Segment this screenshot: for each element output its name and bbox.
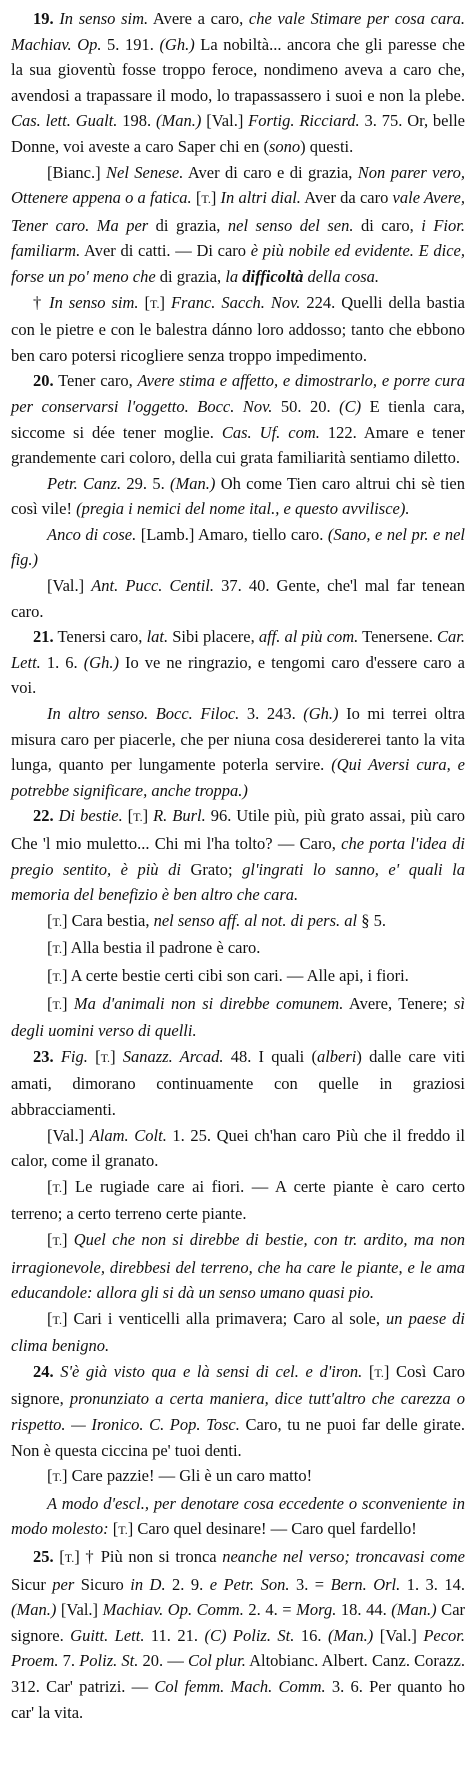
text-segment: § 5. [357,910,386,930]
text-segment: T. [52,942,62,957]
text-segment: ] Così Caro signore, [11,1361,465,1409]
text-segment: ] [159,292,171,312]
text-segment: T. [374,1365,384,1380]
text-segment: ] † Più non si tronca [74,1547,223,1567]
entry-paragraph [11,935,465,963]
text-segment: ] [61,1229,74,1249]
text-segment: Sicur [11,1574,53,1594]
text-segment: che vale Stimare per cosa cara. Machiav. Op. [11,9,465,54]
entry-paragraph [11,991,465,1044]
entry-paragraph [11,624,465,701]
text-segment: [ [53,1547,65,1567]
text-segment: ) dalle care viti amati, dimorano continuamente con quelle in graziosi abbracciamenti. [11,1046,466,1119]
text-segment: (Qui Aversi cura, e potrebbe significare, anche troppa.) [11,755,465,800]
text-segment: Grato; [180,859,243,879]
text-segment: Tenersene. [358,627,438,647]
text-segment: [ [138,292,151,312]
text-segment: 20. — [138,1651,189,1671]
text-segment: Sanazz. Arcad. [122,1046,224,1066]
text-segment: che porta l'idea di pregio sentito, è più di [11,834,465,879]
text-segment: 3. 243. [239,704,304,724]
text-segment: Petr. Canz. [47,473,122,493]
text-segment: Sicuro [74,1574,131,1594]
text-segment: Aver di catti. — Di caro [80,241,251,261]
text-segment: [ [47,1308,53,1328]
text-segment: A modo d'escl., per denotare cosa eccedente o sconveniente in modo molesto: [11,1493,465,1539]
text-segment: S'è già visto qua e là sensi di cel. e d'iron. [60,1361,363,1381]
text-segment: Cas. Uf. com. [221,422,320,442]
section-number: 19. [33,9,54,28]
text-segment: ] [142,806,154,826]
text-segment: R. Burl. [153,806,206,826]
text-segment: nel senso aff. al not. di pers. al [153,910,358,930]
text-segment: [Val.] [373,1625,424,1645]
text-segment: Avere, Tenere; [343,993,454,1013]
text-segment: ) questi. [300,136,354,156]
entry-paragraph [11,573,465,624]
text-segment: 3. 75. Or, belle Donne, voi aveste a caro Saper chi en ( [11,111,465,156]
section-number: 24. [33,1361,54,1381]
text-segment: Franc. Sacch. Nov. [170,292,301,312]
text-segment: e Petr. Son. [209,1574,290,1594]
text-segment: Quel che non si direbbe di bestie, con tr. ardito, ma non irragionevole, direbbesi del terreno, che ha care le piante, e le ama educandole: allora gli si dà un senso umano quasi pio. [11,1229,466,1303]
text-segment: difficoltà [242,266,304,286]
text-segment: 1. 25. Quei ch'han caro Più che il freddo il calor, come il granato. [11,1125,465,1171]
text-segment: (Man.) [327,1625,374,1645]
text-segment: [ [47,1466,53,1486]
text-segment: In altro senso. Bocc. Filoc. [47,704,240,724]
text-segment: E tienla cara, siccome si dée tener moglie. [11,396,466,442]
text-segment: 1. 6. [40,652,84,672]
text-segment: 2. 9. [165,1574,210,1594]
text-segment: Di bestie. [58,806,123,826]
text-segment: (Man.) [156,111,202,131]
text-segment: Machiav. Op. Comm. [102,1600,244,1620]
text-segment: [Val.] [56,1600,103,1620]
text-segment: T. [52,1180,62,1195]
text-segment: 3. 6. Per quanto ho car' la vita. [11,1677,465,1722]
text-segment: T. [52,997,62,1012]
text-segment: Col femm. Mach. Comm. [154,1677,326,1696]
text-segment: Fortig. Ricciard. [248,111,360,131]
text-segment: T. [201,192,211,207]
text-segment: (C) [339,396,362,416]
entry-paragraph [11,1123,465,1174]
text-segment: Avere stima e affetto, e dimostrarlo, e porre cura per conservarsi l'oggetto. Bocc. Nov. [11,371,465,416]
text-segment: nel senso del sen. [227,215,354,235]
text-segment: ] [61,993,74,1013]
text-segment: La nobiltà... ancora che gli paresse che la sua gioventù fosse troppo feroce, nondimeno aveva a caro che, avendosi a trapassare il modo, lo trapassassero i suoi e non la plebe. [11,34,466,105]
text-segment: Tenersi caro, [53,627,147,647]
text-segment: Ma d'animali non si direbbe comunem. [73,993,344,1013]
text-segment: † [33,292,50,312]
text-segment: T. [64,1551,75,1566]
text-segment: Car signore. [11,1600,466,1645]
text-segment: Sibi placere, [168,627,259,647]
entry-paragraph [11,1306,465,1359]
text-segment: ] Le rugiade care ai fiori. — A certe piante è caro certo terreno; a certo terreno certe piante. [11,1176,465,1224]
text-segment: Tener caro, [53,371,138,391]
text-segment: 48. I quali ( [223,1046,317,1066]
text-segment: per [52,1574,75,1594]
text-segment: la [225,266,239,286]
section-number: 20. [33,371,54,391]
text-segment: T. [52,1312,62,1327]
entry-paragraph [11,1044,465,1123]
text-segment: 224. Quelli della bastia con le pietre e con le balestra dánno loro addosso; tanto che ebbono ben caro potersi ricogliere senza troppo impedimento. [11,292,466,365]
text-segment: [ [191,188,202,208]
text-segment: In senso sim. [59,9,149,28]
text-segment: ] [210,188,221,208]
text-segment: [ [47,965,53,985]
text-segment: T. [100,1050,111,1065]
text-segment: Oh come Tien caro altrui chi sè tien così vile! [11,473,465,519]
entry-paragraph [11,701,465,803]
text-segment: Fig. [60,1046,88,1066]
text-segment: 11. 21. [144,1625,205,1645]
text-segment: [Val.] [47,576,92,596]
text-segment: Morg. [296,1600,337,1620]
text-segment: neanche nel verso; troncavasi come [222,1547,465,1567]
entry-paragraph [11,1491,465,1544]
text-segment: vale Avere, Tener caro. Ma per [11,188,466,235]
text-segment: pronunziato a certa maniera, dice tutt'altro che carezza o rispetto. — Ironico. C. Pop. Tosc. [11,1389,465,1435]
text-segment: aff. al più com. [258,627,359,647]
entry-paragraph [11,290,465,369]
text-segment: sì degli uomini verso di quelli. [11,993,466,1041]
section-number: 23. [33,1046,54,1066]
text-segment: Car. Lett. [11,627,466,672]
text-segment: di grazia, [155,266,226,286]
text-segment: [Lamb.] Amaro, tiello caro. [136,524,328,544]
text-segment: T. [118,1523,128,1538]
entry-paragraph [11,471,465,522]
text-segment: Caro, tu ne puoi far delle girate. Non è questa ciccina pe' tuoi denti. [11,1415,465,1460]
section-number: 22. [33,806,54,826]
text-segment: 122. Amare e tener grandemente cari coloro, della cui grata familiarità sentiamo diletto. [11,422,466,468]
text-segment: T. [52,914,62,929]
text-segment: Aver da caro [300,188,393,208]
text-segment: 18. 44. [336,1600,392,1620]
text-segment: [Val.] [201,111,249,131]
text-segment: ] A certe bestie certi cibi son cari. — Alle api, i fiori. [61,965,409,985]
text-segment: Ant. Pucc. Centil. [91,576,214,596]
text-segment: sono [268,136,301,156]
entry-paragraph [11,160,465,290]
text-segment: (Sano, e nel pr. e nel fig.) [11,524,465,570]
text-segment: In senso sim. [49,292,139,312]
entry-paragraph [11,522,465,573]
text-segment: T. [150,296,160,311]
text-segment: [ [47,938,53,958]
text-segment: (Man.) [11,1600,57,1620]
text-segment: un paese di clima benigno. [11,1308,466,1356]
entry-paragraph [11,1359,465,1463]
text-segment: (Gh.) [159,34,195,54]
text-segment: Nel Senese. [106,162,184,182]
text-segment: Anco di cose. [47,524,137,544]
text-segment: alberi [316,1046,357,1066]
text-segment [54,1047,61,1066]
text-segment: 29. 5. [121,473,171,493]
text-segment: (Gh.) [303,704,339,724]
text-segment: 37. 40. Gente, che'l mal far tenean caro. [11,576,465,621]
text-segment: In altri dial. [220,188,301,208]
text-segment: Aver di caro e di grazia, [183,162,358,182]
entry-paragraph [11,1227,465,1306]
text-segment: ] Alla bestia il padrone è caro. [61,938,261,958]
section-number: 25. [33,1547,54,1567]
entry-paragraph [11,1174,465,1227]
text-segment: Pecor. Proem. [11,1625,466,1671]
text-segment: di grazia, [148,215,228,235]
text-segment: (C) Poliz. St. [204,1625,295,1645]
text-segment: ] Care pazzie! — Gli è un caro matto! [61,1466,313,1486]
text-segment: Poliz. St. [79,1651,139,1671]
text-segment: 5. 191. [101,34,160,54]
entry-paragraph [11,803,465,907]
entry-paragraph [11,963,465,991]
section-number: 21. [33,627,54,647]
text-segment: 7. [58,1651,80,1671]
text-segment: T. [133,810,143,825]
entry-paragraph [11,1544,465,1725]
text-segment: 16. [294,1625,328,1645]
text-segment: è più nobile ed evidente. E dice, forse un po' meno che [11,241,465,286]
text-segment: Alam. Colt. [89,1125,167,1145]
text-segment: Col plur. [188,1651,246,1671]
text-segment: della cosa. [307,266,380,286]
text-segment: (Man.) [391,1600,437,1620]
text-segment: T. [52,1233,62,1248]
text-segment: Guitt. Lett. [70,1625,145,1645]
text-segment: di caro, [353,215,422,235]
text-segment: Io mi terrei oltra misura caro per piacerle, che per niuna cosa desidererei tanto la vita lunga, quanto per lungamente poterla servire. [11,704,465,775]
text-segment: [Val.] [47,1125,90,1145]
text-segment: T. [52,1470,62,1485]
text-segment: in D. [130,1574,166,1594]
text-segment: ] Caro quel desinare! — Caro quel fardello! [127,1519,417,1539]
text-segment: Altobianc. Albert. Canz. Corazz. 312. Car' patrizi. — [11,1651,465,1696]
text-segment: Avere a caro, [148,9,249,28]
text-segment: ] Cara bestia, [61,910,154,930]
text-segment: [ [47,1176,53,1196]
text-segment: [ [47,1229,53,1249]
text-segment: (pregia i nemici del nome ital., e questo avvilisce). [76,499,410,519]
text-segment: ] Cari i venticelli alla primavera; Caro al sole, [61,1308,387,1328]
text-segment: 50. 20. [272,396,340,416]
text-segment: [ [47,993,53,1013]
text-segment: (Gh.) [83,652,119,672]
text-segment: [Bianc.] [47,162,106,182]
text-segment: [ [108,1519,119,1539]
text-segment: i Fior. familiarm. [11,215,465,261]
text-segment: 3. = [289,1574,331,1594]
text-segment: [ [362,1361,375,1381]
text-segment: [ [87,1046,101,1066]
text-segment: gl'ingrati lo sanno, e' quali la memoria del benefizio è ben altro che cara. [11,859,465,905]
text-segment: Cas. lett. Gualt. [11,111,118,131]
text-segment: [ [122,806,134,826]
entry-paragraph [11,368,465,470]
text-segment: (Man.) [170,473,216,493]
text-segment: Io ve ne ringrazio, e tengomi caro d'essere caro a voi. [11,652,466,698]
text-segment: Bern. Orl. [330,1574,401,1594]
text-segment: 2. 4. = [243,1600,297,1620]
entry-paragraph [11,1463,465,1491]
text-segment: 96. Utile più, più grato assai, più caro Che 'l mio muletto... Chi mi l'ha tolto? — Caro, [11,806,465,853]
text-segment: T. [52,969,62,984]
entry-paragraph [11,6,465,160]
text-segment: 1. 3. 14. [400,1574,465,1594]
entry-paragraph [11,908,465,936]
text-segment: lat. [146,627,169,647]
text-segment: Non parer vero, Ottenere appena o a fatica. [11,162,465,208]
text-segment: ] [110,1046,123,1066]
text-segment: 198. [117,111,156,131]
text-segment: [ [47,910,53,930]
